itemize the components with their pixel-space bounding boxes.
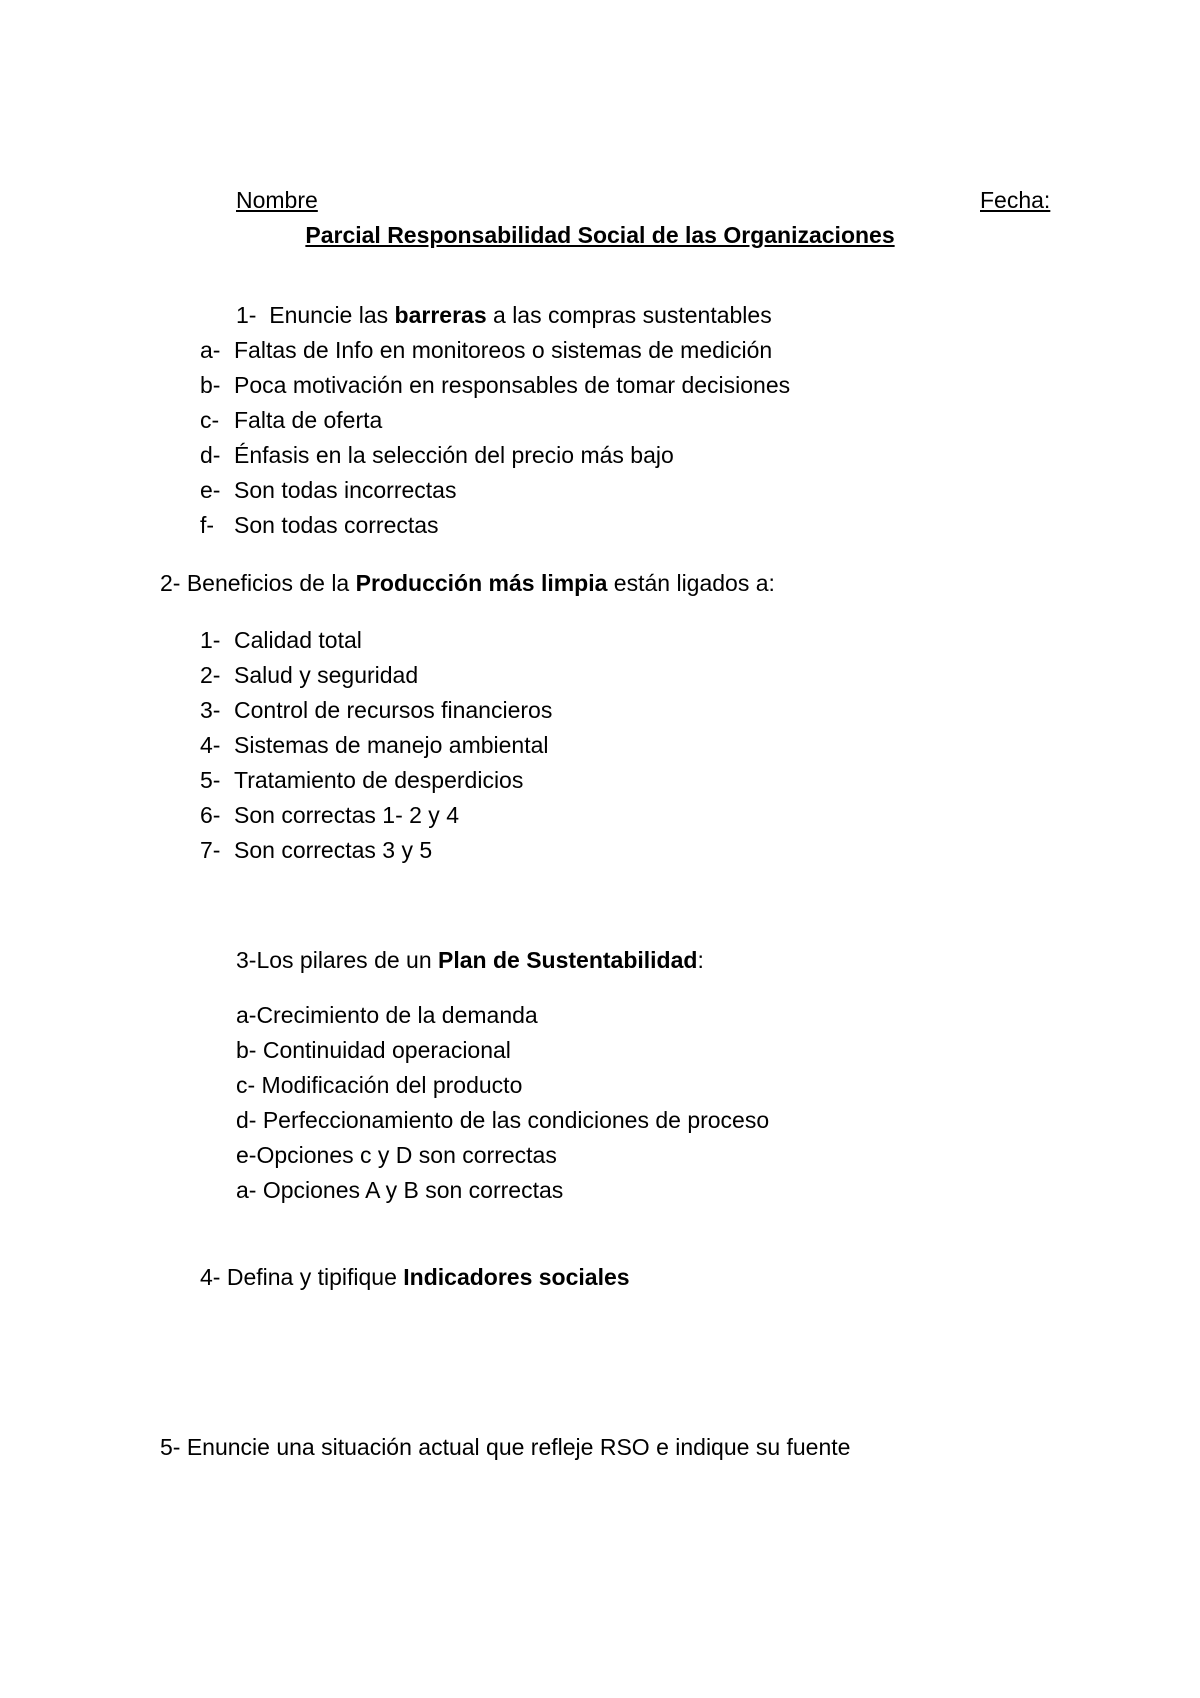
q3-option: e-Opciones c y D son correctas	[236, 1142, 557, 1168]
q1-option-text: Son todas correctas	[234, 512, 439, 538]
question-3-text-after: :	[697, 947, 704, 973]
q2-option	[200, 625, 362, 655]
q3-option: b- Continuidad operacional	[236, 1037, 511, 1063]
q1-option	[200, 405, 382, 435]
q2-option	[200, 730, 549, 760]
q2-option-label: 2-	[200, 662, 221, 688]
q1-option-label: b-	[200, 372, 221, 398]
q1-option	[200, 335, 772, 365]
q3-option: a-Crecimiento de la demanda	[236, 1002, 538, 1028]
q3-option: d- Perfeccionamiento de las condiciones de proceso	[236, 1107, 770, 1133]
q2-option-label: 4-	[200, 732, 221, 758]
fecha-label: Fecha:	[980, 187, 1051, 213]
q2-option-text: Son correctas 1- 2 y 4	[234, 802, 459, 828]
question-4-keyword: Indicadores sociales	[403, 1264, 630, 1290]
q1-option	[200, 510, 439, 540]
q1-option-label: f-	[200, 512, 215, 538]
question-3-keyword: Plan de Sustentabilidad	[438, 947, 698, 973]
question-1-text-after: a las compras sustentables	[486, 302, 772, 328]
question-2	[160, 568, 775, 598]
question-1-text-before: Enuncie las	[269, 302, 395, 328]
q1-option	[200, 475, 456, 505]
question-1	[236, 300, 772, 330]
q1-option-text: Faltas de Info en monitoreos o sistemas de medición	[234, 337, 773, 363]
question-2-keyword: Producción más limpia	[355, 570, 608, 596]
q1-option	[200, 440, 674, 470]
q1-option-label: a-	[200, 337, 221, 363]
q2-option-text: Son correctas 3 y 5	[234, 837, 433, 863]
question-3	[236, 945, 704, 975]
q2-option	[200, 800, 459, 830]
q1-option-text: Poca motivación en responsables de tomar decisiones	[234, 372, 791, 398]
question-5: 5- Enuncie una situación actual que refleje RSO e indique su fuente	[160, 1434, 851, 1460]
q1-option-text: Son todas incorrectas	[234, 477, 457, 503]
q2-option-text: Salud y seguridad	[234, 662, 419, 688]
q2-option-label: 7-	[200, 837, 221, 863]
q1-option-text: Falta de oferta	[234, 407, 383, 433]
q2-option-text: Control de recursos financieros	[234, 697, 553, 723]
question-4	[200, 1262, 630, 1292]
q2-option-label: 1-	[200, 627, 221, 653]
question-1-number: 1-	[236, 302, 257, 328]
q2-option-label: 3-	[200, 697, 221, 723]
q2-option-label: 6-	[200, 802, 221, 828]
question-2-text-after: están ligados a:	[607, 570, 775, 596]
question-1-keyword: barreras	[394, 302, 487, 328]
question-2-text-before: 2- Beneficios de la	[160, 570, 356, 596]
document-title: Parcial Responsabilidad Social de las Organizaciones	[305, 222, 895, 248]
q3-option: a- Opciones A y B son correctas	[236, 1177, 564, 1203]
q2-option-text: Sistemas de manejo ambiental	[234, 732, 549, 758]
nombre-label: Nombre	[236, 187, 318, 213]
question-3-text-before: 3-Los pilares de un	[236, 947, 439, 973]
q2-option-text: Tratamiento de desperdicios	[234, 767, 524, 793]
q2-option	[200, 765, 523, 795]
q1-option-label: d-	[200, 442, 221, 468]
q1-option-label: c-	[200, 407, 220, 433]
q1-option-label: e-	[200, 477, 221, 503]
q1-option-text: Énfasis en la selección del precio más bajo	[234, 442, 674, 468]
q2-option-text: Calidad total	[234, 627, 362, 653]
q2-option	[200, 835, 432, 865]
question-4-text-before: 4- Defina y tipifique	[200, 1264, 404, 1290]
q2-option-label: 5-	[200, 767, 221, 793]
q3-option: c- Modificación del producto	[236, 1072, 523, 1098]
q1-option	[200, 370, 790, 400]
q2-option	[200, 660, 418, 690]
q2-option	[200, 695, 552, 725]
